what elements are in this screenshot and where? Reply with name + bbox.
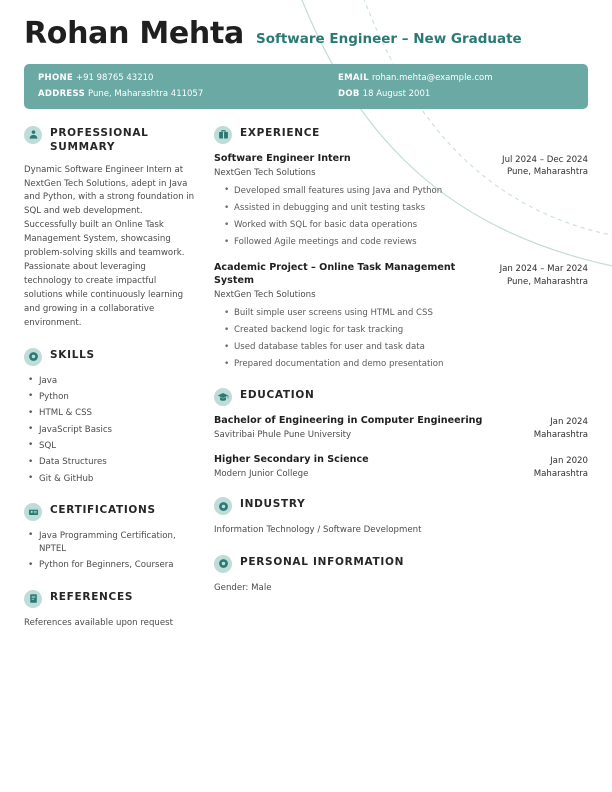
list-item: • Used database tables for user and task data [234, 341, 588, 354]
contact-column-right [338, 73, 574, 99]
entry-meta [502, 153, 588, 179]
contact-address-label: ADDRESS [38, 88, 86, 99]
entry-left [214, 153, 490, 179]
section-education [214, 387, 588, 480]
entry-header [214, 415, 588, 441]
list-item: • Followed Agile meetings and code reviews [234, 236, 588, 249]
section-heading [214, 496, 588, 515]
list-item: • Assisted in debugging and unit testing tasks [234, 202, 588, 215]
section-certifications [24, 502, 196, 573]
degree-title: Higher Secondary in Science [214, 454, 369, 466]
name-row [24, 18, 588, 56]
resume-header [0, 0, 612, 56]
contact-address [38, 89, 338, 99]
list-item: • Git & GitHub [37, 473, 196, 486]
page-title: Rohan Mehta [24, 16, 244, 51]
list-item: • HTML & CSS [37, 407, 196, 420]
contact-bar [24, 64, 588, 109]
list-item: • SQL [37, 440, 196, 453]
section-personal-information [214, 554, 588, 595]
book-icon [24, 590, 42, 608]
section-title: REFERENCES [50, 590, 134, 603]
contact-dob-label: DOB [338, 88, 360, 99]
entry-left [214, 262, 488, 301]
company-name: NextGen Tech Solutions [214, 167, 316, 178]
person-icon [24, 126, 42, 144]
contact-phone-value: +91 98765 43210 [76, 72, 154, 83]
references-text: References available upon request [24, 617, 174, 628]
contact-dob-value: 18 August 2001 [362, 88, 431, 99]
education-location: Maharashtra [533, 468, 588, 479]
entry-meta [534, 454, 588, 480]
contact-address-value: Pune, Maharashtra 411057 [88, 88, 204, 99]
contact-email [338, 73, 574, 83]
list-item: • Worked with SQL for basic data operations [234, 219, 588, 232]
section-title: SKILLS [50, 348, 95, 361]
list-item: • Java [37, 375, 196, 388]
section-title: EXPERIENCE [240, 126, 320, 139]
section-heading [24, 589, 196, 608]
section-title: INDUSTRY [240, 498, 306, 511]
contact-column-left [38, 73, 338, 99]
entry-meta [534, 415, 588, 441]
section-heading [214, 387, 588, 406]
section-skills [24, 347, 196, 486]
job-dates: Jan 2024 – Mar 2024 [499, 264, 588, 275]
job-location: Pune, Maharashtra [507, 276, 588, 287]
list-item: • Created backend logic for task tracking [234, 324, 588, 337]
dot-circle-icon [214, 555, 232, 573]
section-industry [214, 496, 588, 537]
section-title: PROFESSIONAL SUMMARY [50, 126, 149, 153]
contact-phone-label: PHONE [38, 72, 73, 83]
header-tagline: Software Engineer – New Graduate [255, 31, 522, 47]
section-heading [214, 554, 588, 573]
contact-email-value: rohan.mehta@example.com [371, 72, 493, 83]
section-title: EDUCATION [240, 389, 315, 402]
id-card-icon [24, 503, 42, 521]
school-name: Savitribai Phule Pune University [214, 429, 352, 440]
section-heading [24, 125, 196, 155]
section-title: PERSONAL INFORMATION [240, 555, 405, 568]
education-entry [214, 454, 588, 480]
resume-body [0, 109, 612, 646]
graduation-cap-icon [214, 388, 232, 406]
duties-list [214, 307, 588, 371]
contact-email-label: EMAIL [338, 72, 369, 83]
job-location: Pune, Maharashtra [507, 167, 588, 178]
list-item: • Python [37, 391, 196, 404]
job-title: Software Engineer Intern [214, 152, 351, 164]
list-item: • Java Programming Certification, NPTEL [37, 530, 196, 557]
dot-circle-icon [214, 497, 232, 515]
section-experience [214, 125, 588, 371]
education-date: Jan 2024 [550, 417, 588, 428]
personal-info-text: Gender: Male [214, 582, 272, 593]
section-professional-summary [24, 125, 196, 331]
list-item: • Developed small features using Java and Python [234, 185, 588, 198]
main-column [210, 125, 588, 646]
list-item: • Python for Beginners, Coursera [37, 559, 196, 572]
duties-list [214, 185, 588, 249]
entry-left [214, 454, 522, 480]
section-heading [24, 502, 196, 521]
section-heading [214, 125, 588, 144]
job-title: Academic Project – Online Task Management System [214, 262, 456, 286]
list-item: • Built simple user screens using HTML and CSS [234, 307, 588, 320]
degree-title: Bachelor of Engineering in Computer Engineering [214, 415, 483, 427]
entry-meta [500, 262, 588, 288]
skills-list [24, 375, 196, 486]
entry-header [214, 262, 588, 301]
list-item: • Prepared documentation and demo presentation [234, 358, 588, 371]
entry-left [214, 415, 522, 441]
entry-header [214, 454, 588, 480]
company-name: NextGen Tech Solutions [214, 289, 316, 300]
briefcase-icon [214, 126, 232, 144]
summary-text: Dynamic Software Engineer Intern at NextGen Tech Solutions, adept in Java and Python, with a strong foundation in SQL and web development. Successfully built an Online Task Management System, showcasing problem-solving skills and teamwork. Passionate about leveraging technology to create impactful solutions while continuously learning and growing in a collaborative environment. [24, 164, 195, 328]
sidebar-column [24, 125, 210, 646]
list-item: • Data Structures [37, 456, 196, 469]
contact-dob [338, 89, 574, 99]
entry-header [214, 153, 588, 179]
experience-entry [214, 153, 588, 249]
school-name: Modern Junior College [214, 469, 309, 480]
education-date: Jan 2020 [550, 456, 588, 467]
section-title: CERTIFICATIONS [50, 503, 156, 516]
job-dates: Jul 2024 – Dec 2024 [502, 154, 588, 165]
education-entry [214, 415, 588, 441]
dot-circle-icon [24, 348, 42, 366]
industry-text: Information Technology / Software Development [214, 525, 422, 536]
experience-entry [214, 262, 588, 371]
section-heading [24, 347, 196, 366]
certifications-list [24, 530, 196, 573]
contact-phone [38, 73, 338, 83]
list-item: • JavaScript Basics [37, 424, 196, 437]
education-location: Maharashtra [533, 429, 588, 440]
section-references [24, 589, 196, 630]
